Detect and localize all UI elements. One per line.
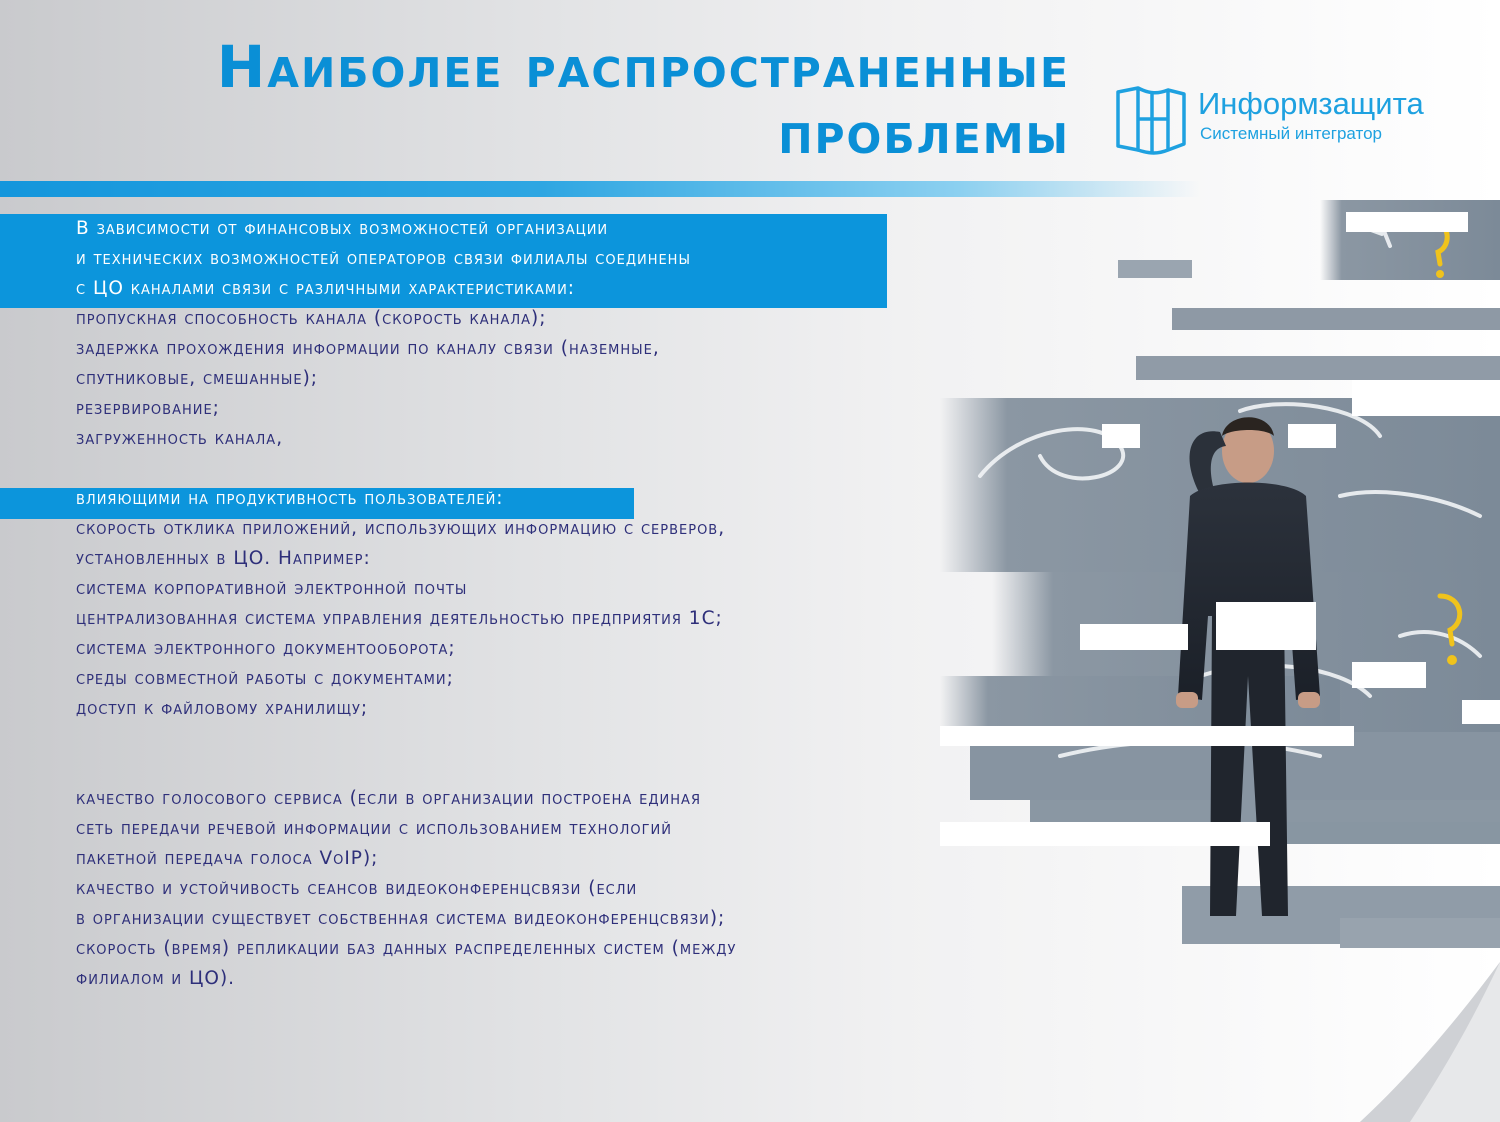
list-item: скорость (время) репликации баз данных распределенных систем (между bbox=[76, 938, 737, 959]
list-item: в организации существует собственная система видеоконференцсвязи); bbox=[76, 908, 726, 929]
page-title-line-2: проблемы bbox=[778, 99, 1070, 167]
logo-mark-icon bbox=[1112, 84, 1188, 156]
list-item: централизованная система управления деятельностью предприятия 1С; bbox=[76, 608, 723, 629]
list-item: задержка прохождения информации по каналу связи (наземные, bbox=[76, 338, 660, 359]
list-item: установленных в ЦО. Например: bbox=[76, 548, 371, 569]
spacer bbox=[0, 724, 940, 754]
list-item: система электронного документооборота; bbox=[76, 638, 456, 659]
list-item: пакетной передача голоса VoIP); bbox=[76, 848, 379, 869]
page-curl bbox=[1360, 962, 1500, 1122]
thinking-man-illustration bbox=[940, 196, 1500, 1122]
list-item: пропускная способность канала (скорость канала); bbox=[76, 308, 547, 329]
header-stripe bbox=[0, 181, 1200, 197]
list-item: филиалом и ЦО). bbox=[76, 968, 236, 989]
list-item: система корпоративной электронной почты bbox=[76, 578, 468, 599]
list-item: спутниковые, смешанные); bbox=[76, 368, 319, 389]
logo-tagline: Системный интегратор bbox=[1200, 124, 1383, 143]
list-item: доступ к файловому хранилищу; bbox=[76, 698, 369, 719]
company-logo bbox=[1112, 84, 1432, 156]
impact-heading: влияющими на продуктивность пользователей: bbox=[76, 488, 504, 509]
intro-line: с ЦО каналами связи с различными характеристиками: bbox=[76, 278, 576, 299]
page-title bbox=[60, 34, 1070, 166]
list-item: качество и устойчивость сеансов видеоконференцсвязи (если bbox=[76, 878, 638, 899]
list-item: скорость отклика приложений, использующих информацию с серверов, bbox=[76, 518, 726, 539]
spacer bbox=[0, 754, 940, 784]
list-item: среды совместной работы с документами; bbox=[76, 668, 454, 689]
list-item: качество голосового сервиса (если в организации построена единая bbox=[76, 788, 701, 809]
intro-line: и технических возможностей операторов связи филиалы соединены bbox=[76, 248, 691, 269]
list-item: загруженность канала, bbox=[76, 428, 284, 449]
body-text bbox=[0, 214, 940, 994]
spacer bbox=[0, 454, 940, 484]
list-item: резервирование; bbox=[76, 398, 220, 419]
logo-name: Информзащита bbox=[1198, 86, 1424, 121]
intro-line: В зависимости от финансовых возможностей организации bbox=[76, 218, 609, 239]
list-item: сеть передачи речевой информации с использованием технологий bbox=[76, 818, 672, 839]
page-title-line-1: Наиболее распространенные bbox=[216, 33, 1070, 101]
